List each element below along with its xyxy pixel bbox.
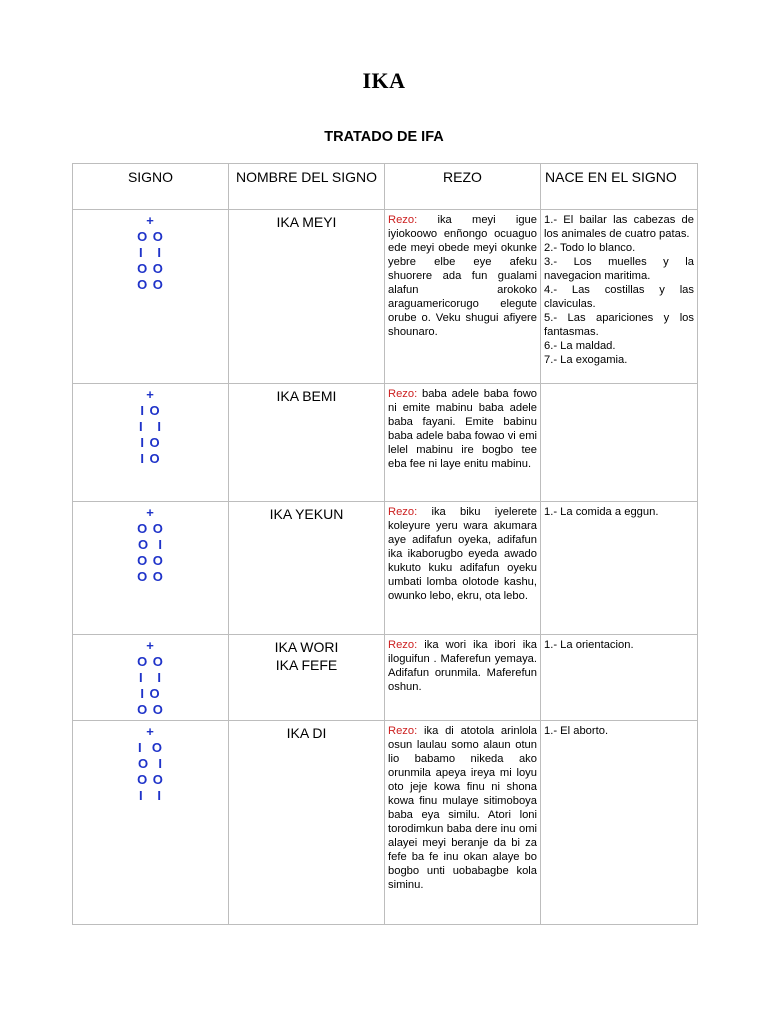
sign-cell — [73, 721, 229, 925]
rezo-text: ika wori ika ibori ika iloguifun . Maferefun yemaya. Adifafun orunmila. Maferefun oshun. — [388, 639, 537, 693]
sign-mark-line: + — [146, 638, 155, 653]
sign-mark-line: I O — [138, 740, 163, 755]
rezo-text: ika di atotola arinlola osun laulau somo alaun otun lio babamo nikeda ako orunmila apeya ireya mi loyu oto jeje kowa finu ni shona kowa finu mulaye sitimoboya baba eya similu. Atori loni torodimkun baba dere inu omi alayei meyi beranje da bi za fefe ba fe inu okan alaye bo bogbo unti uobabagbe kola siminu. — [388, 725, 538, 891]
nace-item: 4.- Las costillas y las claviculas. — [544, 284, 694, 310]
sign-name-cell — [229, 502, 385, 635]
sign-mark-line: O O — [137, 553, 164, 568]
nace-item: 1.- La orientacion. — [544, 639, 634, 651]
header-rezo: REZO — [385, 164, 541, 210]
sign-name: IKA WORI — [274, 639, 339, 655]
table-row — [73, 384, 698, 502]
rezo-cell — [385, 635, 541, 721]
sign-name-cell — [229, 384, 385, 502]
sign-mark-line: + — [146, 213, 155, 228]
rezo-cell — [385, 210, 541, 384]
rezo-label: Rezo: — [388, 388, 418, 400]
sign-mark-line: I O — [140, 435, 161, 450]
sign-mark-line: O I — [138, 756, 163, 771]
sign-mark-line: I I — [138, 788, 163, 803]
sign-mark-line: O O — [137, 229, 164, 244]
sign-name-cell — [229, 721, 385, 925]
table-row — [73, 635, 698, 721]
rezo-label: Rezo: — [388, 725, 418, 737]
sign-cell — [73, 384, 229, 502]
sign-cell — [73, 502, 229, 635]
nace-item: 6.- La maldad. — [544, 340, 616, 352]
sign-mark-line: O O — [137, 654, 164, 669]
nace-cell — [541, 384, 698, 502]
rezo-cell — [385, 502, 541, 635]
nace-item: 5.- Las apariciones y los fantasmas. — [544, 312, 694, 338]
nace-cell — [541, 721, 698, 925]
header-signo: SIGNO — [73, 164, 229, 210]
sign-mark-line: I O — [140, 403, 161, 418]
sign-cell — [73, 635, 229, 721]
nace-item: 1.- El aborto. — [544, 725, 609, 737]
sign-mark-line: + — [146, 724, 155, 739]
nace-cell — [541, 210, 698, 384]
sign-mark-line: I I — [138, 245, 163, 260]
sign-mark-line: O O — [137, 277, 164, 292]
rezo-label: Rezo: — [388, 214, 418, 226]
sign-name: IKA MEYI — [276, 214, 337, 230]
sign-name: IKA DI — [286, 725, 327, 741]
rezo-cell — [385, 721, 541, 925]
sign-mark-line: + — [146, 387, 155, 402]
header-row — [73, 164, 698, 210]
sign-mark-line: + — [146, 505, 155, 520]
rezo-text: baba adele baba fowo ni emite mabinu baba adele baba fayani. Emite babinu baba adele baba fowao vi emi lelel mabinu ire bogbo tee eba fee ni laye enitu mabinu. — [388, 388, 537, 470]
sign-mark-line: O O — [137, 569, 164, 584]
rezo-text: ika meyi igue iyiokoowo enñongo ocuaguo ede meyi obede meyi okunke yebre elbe eye afeku shuorere ada fun gualami alafun arokoko araguamericorugo elegute orube o. Veku shugui afiyere shounaro. — [388, 214, 537, 338]
sign-mark-line: O O — [137, 772, 164, 787]
sign-name: IKA BEMI — [276, 388, 337, 404]
sign-cell — [73, 210, 229, 384]
sign-mark-line: I O — [140, 451, 161, 466]
sign-name-cell — [229, 635, 385, 721]
rezo-label: Rezo: — [388, 639, 418, 651]
rezo-label: Rezo: — [388, 506, 418, 518]
nace-item: 7.- La exogamia. — [544, 354, 628, 366]
rezo-text: ika biku iyelerete koleyure yeru wara akumara aye adifafun oyeka, adifafun ika ikaborugbo eyeda awado kukuto kuku adifafun oyeku umbati lomba olotode kashu, owunko lebo, ekru, ota lebo. — [388, 506, 537, 602]
table-row — [73, 502, 698, 635]
rezo-cell — [385, 384, 541, 502]
sign-mark-line: O O — [137, 702, 164, 717]
sign-name: IKA FEFE — [275, 657, 338, 673]
sign-name: IKA YEKUN — [269, 506, 344, 522]
sign-name-cell — [229, 210, 385, 384]
signs-table — [72, 163, 698, 925]
table-row — [73, 721, 698, 925]
sign-mark-line: O O — [137, 261, 164, 276]
sign-mark-line: I I — [138, 419, 163, 434]
table-row — [73, 210, 698, 384]
sign-mark-line: I O — [140, 686, 161, 701]
page-title: IKA — [362, 68, 406, 93]
nace-cell — [541, 635, 698, 721]
page-subtitle: TRATADO DE IFA — [324, 129, 444, 145]
nace-item: 2.- Todo lo blanco. — [544, 242, 636, 254]
nace-item: 3.- Los muelles y la navegacion maritima. — [544, 256, 694, 282]
sign-mark-line: O O — [137, 521, 164, 536]
header-nombre: NOMBRE DEL SIGNO — [229, 164, 385, 210]
nace-item: 1.- La comida a eggun. — [544, 506, 659, 518]
header-nace: NACE EN EL SIGNO — [541, 164, 698, 210]
sign-mark-line: I I — [138, 670, 163, 685]
nace-cell — [541, 502, 698, 635]
sign-mark-line: O I — [138, 537, 163, 552]
nace-item: 1.- El bailar las cabezas de los animales de cuatro patas. — [544, 214, 694, 240]
